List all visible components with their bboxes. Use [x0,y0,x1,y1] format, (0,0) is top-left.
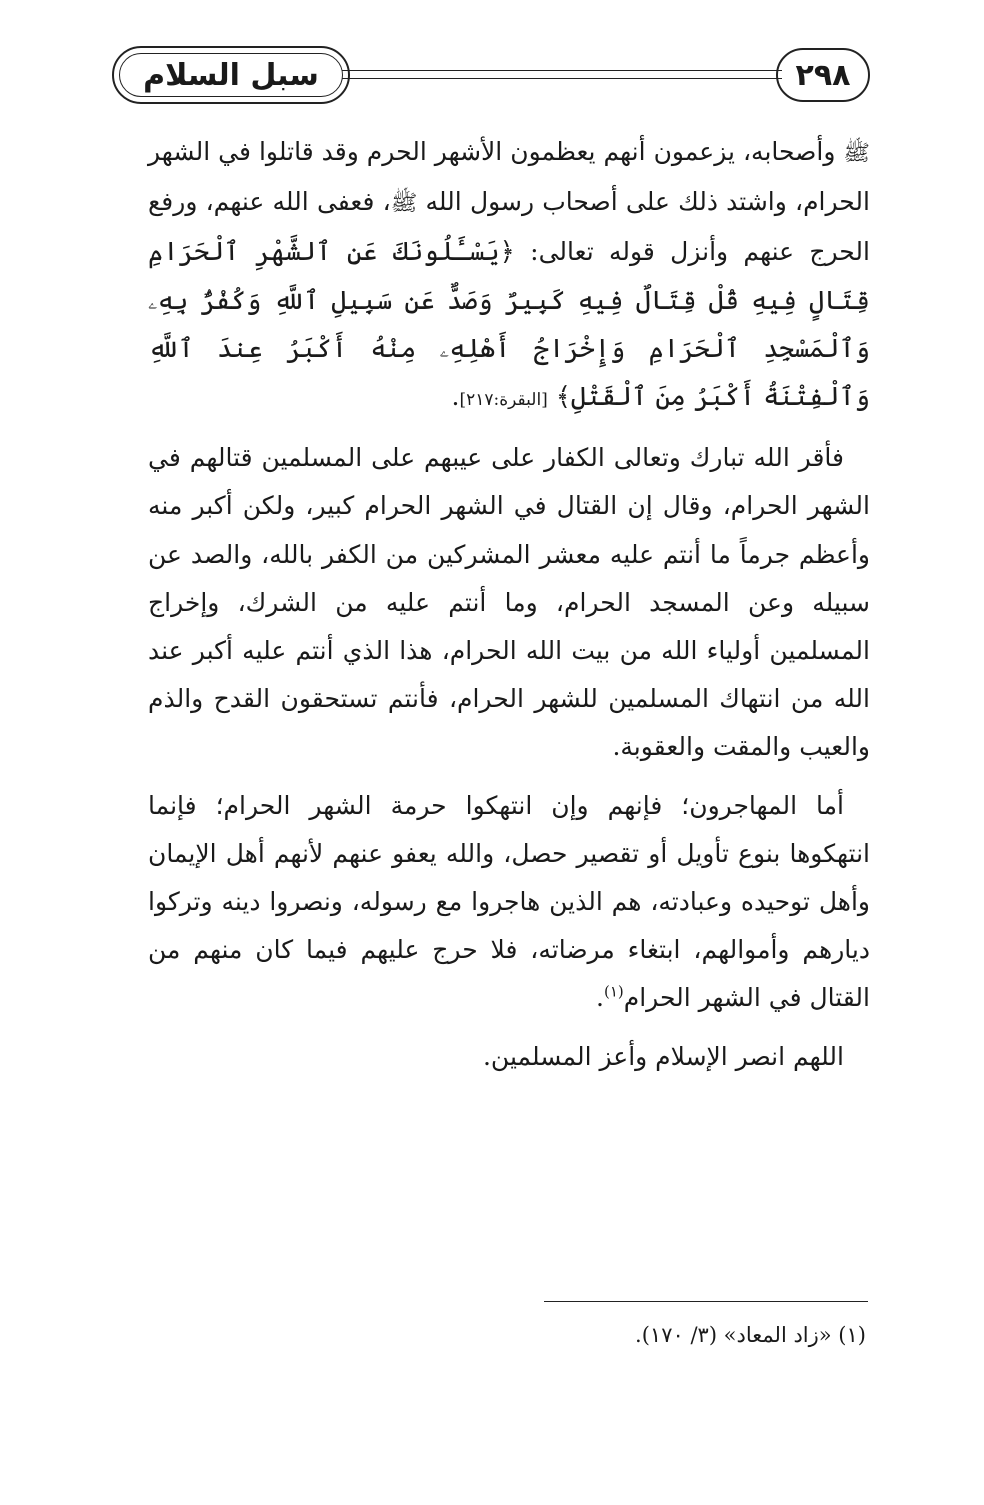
header-rule-lower [342,78,782,79]
paragraph-3-end: . [596,983,604,1013]
running-title: سبل السلام [143,57,319,93]
header-rule-upper [342,70,782,71]
paragraph-3 [148,782,870,1023]
paragraph-1-text-a: وأصحابه، يزعمون أنهم يعظمون الأشهر الحرم وقد قاتلوا في الشهر الحرام، واشتد ذلك على أصحاب رسول الله [148,137,870,217]
paragraph-4: اللهم انصر الإسلام وأعز المسلمين. [482,1041,844,1071]
running-title-frame [112,46,350,104]
footnote-marker[interactable]: (١) [603,983,624,1002]
footnote-separator [544,1301,868,1302]
verse-reference: [البقرة:٢١٧] [459,390,548,411]
page-number-frame [776,48,870,102]
paragraph-3-text: أما المهاجرون؛ فإنهم وإن انتهكوا حرمة الشهر الحرام؛ فإنما انتهكوها بنوع تأويل أو تقصير حصل، والله يعفو عنهم لأنهم أهل الإيمان وأهل توحيده وعبادته، هم الذين هاجروا مع رسوله، ونصروا دينه وتركوا ديارهم وأموالهم، ابتغاء مرضاته، فلا حرج عليهم فيما كان منهم من القتال في الشهر الحرام [148,790,870,1013]
paragraph-1-end: . [451,382,460,412]
salutation-glyph: ﷺ [390,191,418,217]
salutation-glyph: ﷺ [843,141,870,166]
quran-verse: ﴿يَسْـَٔلُونَكَ عَنِ ٱلشَّهْرِ ٱلْحَرَامِ قِتَالٍ فِيهِ قُلْ قِتَالٌ فِيهِ كَبِيرٌ وَصَدٌّ عَن سَبِيلِ ٱللَّهِ وَكُفْرٌۢ بِهِۦ وَٱلْمَسْجِدِ ٱلْحَرَامِ وَإِخْرَاجُ أَهْلِهِۦ مِنْهُ أَكْبَرُ عِندَ ٱللَّهِ وَٱلْفِتْنَةُ أَكْبَرُ مِنَ ٱلْقَتْلِ﴾ [148,237,870,413]
footnotes [148,1318,866,1352]
page-header [112,44,870,108]
main-text [148,128,870,1091]
paragraph-1-text-b: ، فعفى الله عنهم، ورفع الحرج عنهم وأنزل قوله تعالى: [148,187,870,267]
paragraph-1 [148,128,870,424]
footnote-1: (١) «زاد المعاد» (٣/ ١٧٠). [635,1323,866,1347]
page-number: ٢٩٨ [795,57,851,93]
paragraph-2: فأقر الله تبارك وتعالى الكفار على عيبهم على المسلمين قتالهم في الشهر الحرام، وقال إن القتال في الشهر الحرام كبير، ولكن أكبر منه وأعظم جرماً ما أنتم عليه معشر المشركين من الكفر بالله، والصد عن سبيله وعن المسجد الحرام، وما أنتم عليه من الشرك، وإخراج المسلمين أولياء الله من بيت الله الحرام، هذا الذي أنتم عليه أكبر عند الله من انتهاك المسلمين للشهر الحرام، فأنتم تستحقون القدح والذم والعيب والمقت والعقوبة. [148,443,870,762]
